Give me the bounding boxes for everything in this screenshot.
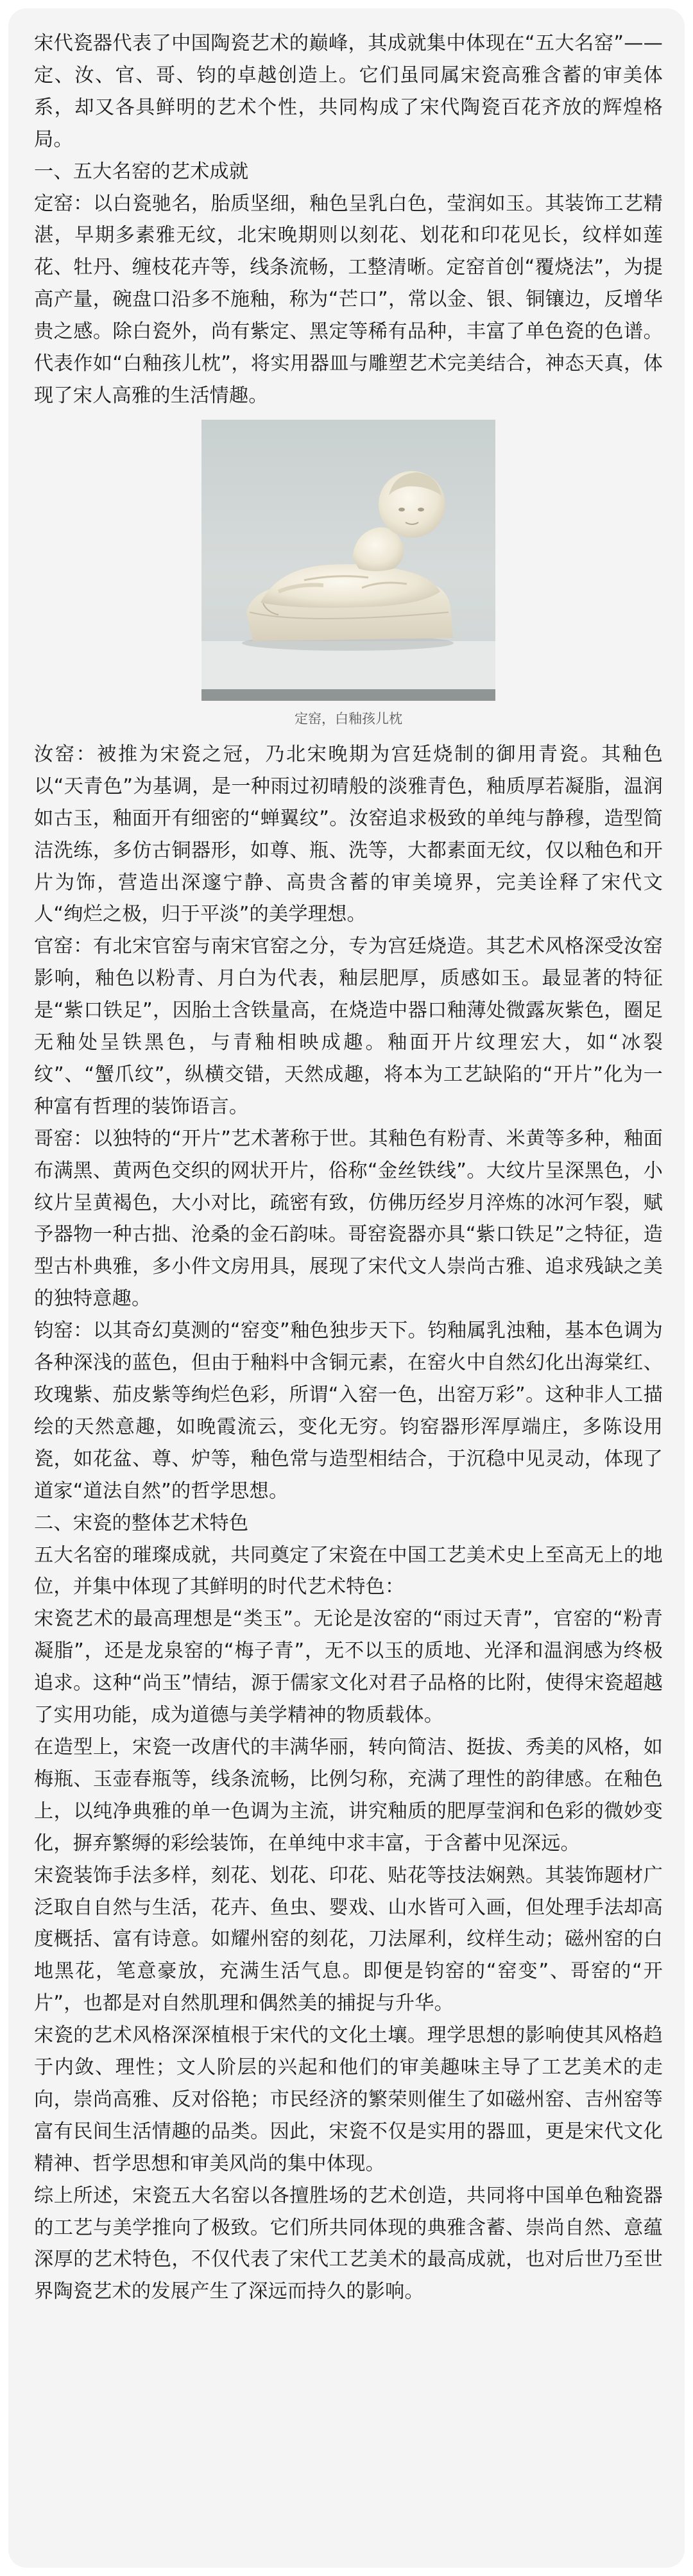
article-card bbox=[8, 8, 685, 2568]
jade-ideal-paragraph: 宋瓷艺术的最高理想是“类玉”。无论是汝窑的“雨过天青”，官窑的“粉青凝脂”，还是龙泉窑的“梅子青”，无不以玉的质地、光泽和温润感为终极追求。这种“尚玉”情结，源于儒家文化对君子品格的比附，使得宋瓷超越了实用功能，成为道德与美学精神的物质载体。 bbox=[34, 1608, 663, 1727]
ding-kiln-paragraph: 定窑：以白瓷驰名，胎质坚细，釉色呈乳白色，莹润如玉。其装饰工艺精湛，早期多素雅无纹，北宋晚期则以刻花、划花和印花见长，纹样如莲花、牡丹、缠枝花卉等，线条流畅，工整清晰。定窑首创“覆烧法”，为提高产量，碗盘口沿多不施釉，称为“芒口”，常以金、银、铜镶边，反增华贵之感。除白瓷外，尚有紫定、黑定等稀有品种，丰富了单色瓷的色谱。代表作如“白釉孩儿枕”，将实用器皿与雕塑艺术完美结合，神态天真，体现了宋人高雅的生活情趣。 bbox=[34, 192, 663, 407]
figure-caption: 定窑，白釉孩儿枕 bbox=[295, 710, 402, 726]
guan-kiln-paragraph: 官窑：有北宋官窑与南宋官窑之分，专为宫廷烧造。其艺术风格深受汝窑影响，釉色以粉青、月白为代表，釉层肥厚，质感如玉。最显著的特征是“紫口铁足”，因胎土含铁量高，在烧造中器口釉薄处微露灰紫色，圈足无釉处呈铁黑色，与青釉相映成趣。釉面开片纹理宏大，如“冰裂纹”、“蟹爪纹”，纵横交错，天然成趣，将本为工艺缺陷的“开片”化为一种富有哲理的装饰语言。 bbox=[34, 935, 663, 1118]
intro-paragraph: 宋代瓷器代表了中国陶瓷艺术的巅峰，其成就集中体现在“五大名窑”——定、汝、官、哥、钧的卓越创造上。它们虽同属宋瓷高雅含蓄的审美体系，却又各具鲜明的艺术个性，共同构成了宋代陶瓷百花齐放的辉煌格局。 bbox=[34, 32, 663, 151]
overall-intro-paragraph: 五大名窑的璀璨成就，共同奠定了宋瓷在中国工艺美术史上至高无上的地位，并集中体现了其鲜明的时代艺术特色： bbox=[34, 1543, 663, 1599]
jun-kiln-paragraph: 钧窑：以其奇幻莫测的“窑变”釉色独步天下。钧釉属乳浊釉，基本色调为各种深浅的蓝色，但由于釉料中含铜元素，在窑火中自然幻化出海棠红、玫瑰紫、茄皮紫等绚烂色彩，所谓“入窑一色，出窑万彩”。这种非人工描绘的天然意趣，如晚霞流云，变化无穷。钧窑器形浑厚端庄，多陈设用瓷，如花盆、尊、炉等，釉色常与造型相结合，于沉稳中见灵动，体现了道家“道法自然”的哲学思想。 bbox=[34, 1319, 663, 1502]
section-heading-kilns: 一、五大名窑的艺术成就 bbox=[34, 160, 249, 183]
decoration-paragraph: 宋瓷装饰手法多样，刻花、划花、印花、贴花等技法娴熟。其装饰题材广泛取自自然与生活，花卉、鱼虫、婴戏、山水皆可入画，但处理手法却高度概括、富有诗意。如耀州窑的刻花，刀法犀利，纹样生动；磁州窑的白地黑花，笔意豪放，充满生活气息。即便是钧窑的“窑变”、哥窑的“开片”，也都是对自然肌理和偶然美的捕捉与升华。 bbox=[34, 1864, 663, 2015]
section-heading-overall: 二、宋瓷的整体艺术特色 bbox=[34, 1511, 249, 1534]
conclusion-paragraph: 综上所述，宋瓷五大名窑以各擅胜场的艺术创造，共同将中国单色釉瓷器的工艺与美学推向了极致。它们所共同体现的典雅含蓄、崇尚自然、意蕴深厚的艺术特色，不仅代表了宋代工艺美术的最高成就，也对后世乃至世界陶瓷艺术的发展产生了深远而持久的影响。 bbox=[34, 2184, 663, 2303]
ru-kiln-paragraph: 汝窑：被推为宋瓷之冠，乃北宋晚期为宫廷烧制的御用青瓷。其釉色以“天青色”为基调，是一种雨过初晴般的淡雅青色，釉质厚若凝脂，温润如古玉，釉面开有细密的“蝉翼纹”。汝窑追求极致的单纯与静穆，造型简洁洗练，多仿古铜器形，如尊、瓶、洗等，大都素面无纹，仅以釉色和开片为饰，营造出深邃宁静、高贵含蓄的审美境界，完美诠释了宋代文人“绚烂之极，归于平淡”的美学理想。 bbox=[34, 743, 663, 926]
form-glaze-paragraph: 在造型上，宋瓷一改唐代的丰满华丽，转向简洁、挺拔、秀美的风格，如梅瓶、玉壶春瓶等，线条流畅，比例匀称，充满了理性的韵律感。在釉色上，以纯净典雅的单一色调为主流，讲究釉质的肥厚莹润和色彩的微妙变化，摒弃繁缛的彩绘装饰，在单纯中求丰富，于含蓄中见深远。 bbox=[34, 1735, 663, 1855]
figure-ding-pillow bbox=[34, 420, 663, 728]
culture-paragraph: 宋瓷的艺术风格深深植根于宋代的文化土壤。理学思想的影响使其风格趋于内敛、理性；文人阶层的兴起和他们的审美趣味主导了工艺美术的走向，崇尚高雅、反对俗艳；市民经济的繁荣则催生了如磁州窑、吉州窑等富有民间生活情趣的品类。因此，宋瓷不仅是实用的器皿，更是宋代文化精神、哲学思想和审美风尚的集中体现。 bbox=[34, 2024, 663, 2175]
ding-white-glazed-child-pillow-image bbox=[201, 420, 495, 701]
ge-kiln-paragraph: 哥窑：以独特的“开片”艺术著称于世。其釉色有粉青、米黄等多种，釉面布满黑、黄两色交织的网状开片，俗称“金丝铁线”。大纹片呈深黑色，小纹片呈黄褐色，大小对比，疏密有致，仿佛历经岁月淬炼的冰河乍裂，赋予器物一种古拙、沧桑的金石韵味。哥窑瓷器亦具“紫口铁足”之特征，造型古朴典雅，多小件文房用具，展现了宋代文人崇尚古雅、追求残缺之美的独特意趣。 bbox=[34, 1127, 663, 1310]
